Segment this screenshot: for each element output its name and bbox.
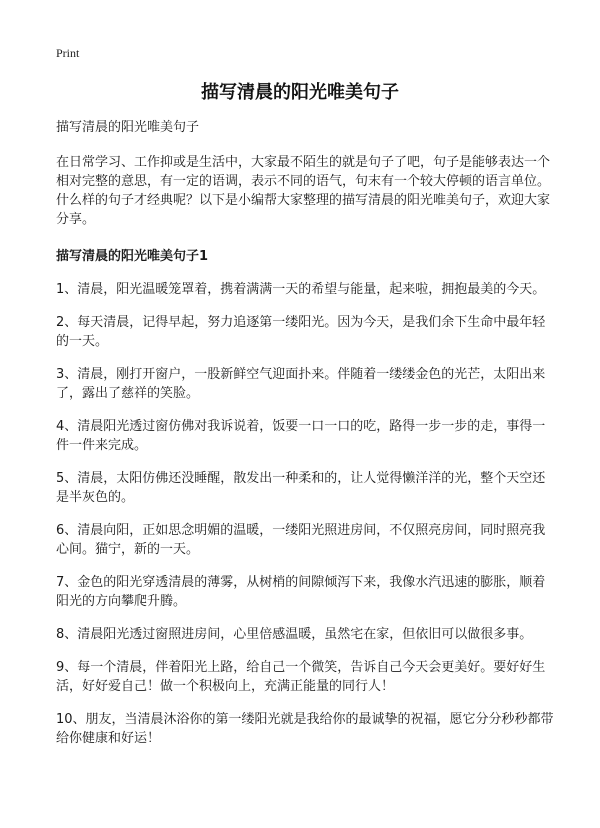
- page-title: 描写清晨的阳光唯美句子: [201, 82, 399, 103]
- print-link[interactable]: Print: [56, 46, 80, 60]
- article-subtitle: 描写清晨的阳光唯美句子: [56, 120, 200, 135]
- article-body: [56, 118, 554, 762]
- list-item: 7、金色的阳光穿透清晨的薄雾，从树梢的间隙倾泻下来，我像水汽迅速的膨胀，顺着阳光的方向攀爬升腾。: [56, 575, 546, 609]
- section-heading: 描写清晨的阳光唯美句子1: [56, 249, 209, 264]
- list-item: 8、清晨阳光透过窗照进房间，心里倍感温暖，虽然宅在家，但依旧可以做很多事。: [56, 627, 533, 642]
- intro-paragraph: 在日常学习、工作抑或是生活中，大家最不陌生的就是句子了吧，句子是能够表达一个相对完整的意思，有一定的语调，表示不同的语气，句末有一个较大停顿的语言单位。什么样的句子才经典呢？以下是小编帮大家整理的描写清晨的阳光唯美句子，欢迎大家分享。: [56, 155, 551, 227]
- list-item: 1、清晨，阳光温暖笼罩着，携着满满一天的希望与能量，起来啦，拥抱最美的今天。: [56, 282, 546, 297]
- list-item: 9、每一个清晨，伴着阳光上路，给自己一个微笑，告诉自己今天会更美好。要好好生活，好好爱自己！做一个积极向上，充满正能量的同行人！: [56, 660, 546, 694]
- list-item: 6、清晨向阳，正如思念明媚的温暖，一缕阳光照进房间，不仅照亮房间，同时照亮我心间。猫宁，新的一天。: [56, 523, 546, 557]
- list-item: 5、清晨，太阳仿佛还没睡醒，散发出一种柔和的，让人觉得懒洋洋的光，整个天空还是半灰色的。: [56, 471, 546, 505]
- list-item: 4、清晨阳光透过窗仿佛对我诉说着，饭要一口一口的吃，路得一步一步的走，事得一件一件来完成。: [56, 419, 546, 453]
- list-item: 3、清晨，刚打开窗户，一股新鲜空气迎面扑来。伴随着一缕缕金色的光芒，太阳出来了，露出了慈祥的笑脸。: [56, 367, 546, 401]
- list-item: 2、每天清晨，记得早起，努力追逐第一缕阳光。因为今天，是我们余下生命中最年轻的一天。: [56, 315, 546, 349]
- list-item: 10、朋友，当清晨沐浴你的第一缕阳光就是我给你的最诚挚的祝福，愿它分分秒秒都带给你健康和好运！: [56, 712, 554, 746]
